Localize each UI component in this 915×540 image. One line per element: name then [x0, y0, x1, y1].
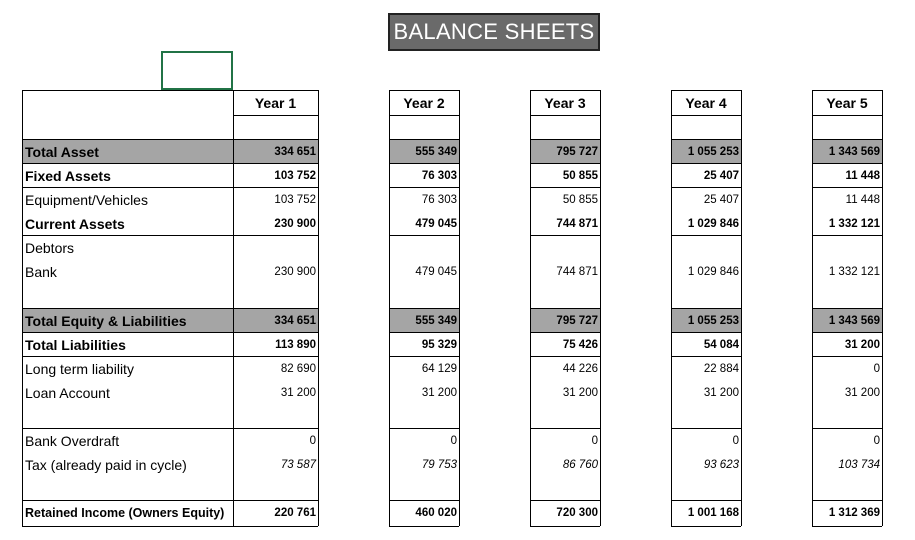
row-label[interactable]: Total Asset [25, 144, 99, 160]
border-bottom-label [22, 526, 233, 527]
row-label[interactable]: Total Equity & Liabilities [25, 313, 187, 329]
cell-value-year-5[interactable]: 103 734 [838, 459, 880, 471]
row-label[interactable]: Retained Income (Owners Equity) [25, 506, 225, 520]
row-separator [22, 139, 233, 140]
cell-value-year-3[interactable]: 50 855 [562, 170, 598, 182]
year-header-1[interactable]: Year 1 [254, 95, 297, 111]
cell-value-year-1[interactable]: 103 752 [274, 170, 316, 182]
border-col-right-2 [459, 90, 460, 526]
cell-value-year-4[interactable]: 1 055 253 [687, 315, 739, 327]
row-separator [389, 235, 459, 236]
cell-value-year-4[interactable]: 1 055 253 [687, 146, 739, 158]
cell-value-year-4[interactable]: 31 200 [703, 387, 739, 399]
cell-value-year-4[interactable]: 0 [732, 435, 739, 447]
row-separator [389, 500, 459, 501]
cell-value-year-5[interactable]: 1 312 369 [828, 507, 880, 519]
row-label[interactable]: Long term liability [25, 361, 134, 377]
selected-cell[interactable] [161, 51, 233, 90]
row-separator [530, 308, 600, 309]
cell-value-year-2[interactable]: 79 753 [421, 459, 457, 471]
row-separator [233, 332, 318, 333]
cell-value-year-1[interactable]: 230 900 [274, 218, 316, 230]
row-separator [530, 428, 600, 429]
row-label[interactable]: Current Assets [25, 216, 125, 232]
row-separator [22, 308, 233, 309]
row-separator [671, 332, 741, 333]
row-separator [22, 428, 233, 429]
cell-value-year-4[interactable]: 1 029 846 [687, 266, 739, 278]
cell-value-year-3[interactable]: 795 727 [556, 146, 598, 158]
year-header-4[interactable]: Year 4 [685, 95, 727, 111]
cell-value-year-2[interactable]: 76 303 [421, 194, 457, 206]
row-separator [22, 163, 233, 164]
row-separator [671, 500, 741, 501]
cell-value-year-3[interactable]: 720 300 [556, 507, 598, 519]
border-header-col-5 [812, 115, 882, 116]
row-separator [671, 187, 741, 188]
border-top-col-2 [389, 90, 459, 91]
cell-value-year-3[interactable] [530, 236, 600, 260]
cell-value-year-5[interactable]: 1 343 569 [828, 146, 880, 158]
cell-value-year-5[interactable]: 0 [873, 363, 880, 375]
cell-value-year-1[interactable]: 31 200 [280, 387, 316, 399]
row-separator [389, 308, 459, 309]
border-bottom-col-1 [233, 526, 318, 527]
border-top-col-4 [671, 90, 741, 91]
cell-value-year-1[interactable]: 73 587 [280, 459, 316, 471]
row-separator [671, 356, 741, 357]
cell-value-year-3[interactable]: 744 871 [556, 218, 598, 230]
border-top-col-3 [530, 90, 600, 91]
row-separator [389, 187, 459, 188]
border-top-label [22, 90, 233, 91]
cell-value-year-2[interactable]: 555 349 [415, 146, 457, 158]
cell-value-year-4[interactable]: 1 001 168 [687, 507, 739, 519]
border-bottom-col-2 [389, 526, 459, 527]
border-bottom-col-3 [530, 526, 600, 527]
border-bottom-col-5 [812, 526, 882, 527]
border-header-col-3 [530, 115, 600, 116]
row-label[interactable]: Total Liabilities [25, 337, 126, 353]
cell-value-year-1[interactable]: 230 900 [274, 266, 316, 278]
cell-value-year-5[interactable]: 31 200 [844, 387, 880, 399]
cell-value-year-2[interactable]: 76 303 [421, 170, 457, 182]
border-col-right-1 [318, 90, 319, 526]
row-separator [233, 308, 318, 309]
cell-value-year-1[interactable]: 113 890 [275, 339, 316, 351]
row-separator [22, 235, 233, 236]
row-separator [671, 235, 741, 236]
cell-value-year-5[interactable]: 11 448 [845, 194, 880, 206]
row-label[interactable]: Equipment/Vehicles [25, 192, 148, 208]
cell-value-year-5[interactable]: 11 448 [845, 170, 880, 182]
row-separator [530, 187, 600, 188]
row-separator [812, 235, 882, 236]
cell-value-year-1[interactable]: 103 752 [274, 194, 316, 206]
border-header-col-2 [389, 115, 459, 116]
cell-value-year-1[interactable] [233, 236, 318, 260]
cell-value-year-5[interactable]: 1 332 121 [828, 266, 880, 278]
cell-value-year-2[interactable]: 479 045 [415, 266, 457, 278]
sheet-title[interactable]: BALANCE SHEETS [388, 13, 600, 51]
row-separator [22, 500, 233, 501]
row-separator [671, 163, 741, 164]
cell-value-year-2[interactable]: 95 329 [421, 339, 457, 351]
cell-value-year-1[interactable]: 82 690 [280, 363, 316, 375]
cell-value-year-3[interactable]: 744 871 [556, 266, 598, 278]
row-separator [233, 163, 318, 164]
row-label[interactable]: Loan Account [25, 385, 110, 401]
cell-value-year-2[interactable] [389, 236, 459, 260]
row-separator [530, 356, 600, 357]
cell-value-year-3[interactable]: 795 727 [556, 315, 598, 327]
row-separator [812, 500, 882, 501]
row-separator [389, 332, 459, 333]
border-top-col-5 [812, 90, 882, 91]
border-header-col-4 [671, 115, 741, 116]
row-separator [22, 356, 233, 357]
border-col-right-3 [600, 90, 601, 526]
row-separator [233, 428, 318, 429]
row-separator [812, 428, 882, 429]
row-separator [812, 139, 882, 140]
cell-value-year-2[interactable]: 555 349 [415, 315, 457, 327]
cell-value-year-5[interactable]: 1 343 569 [828, 315, 880, 327]
row-label[interactable]: Bank [25, 264, 57, 280]
border-col-right-5 [882, 90, 883, 526]
row-separator [812, 163, 882, 164]
row-separator [671, 428, 741, 429]
row-separator [233, 139, 318, 140]
cell-value-year-4[interactable]: 54 084 [703, 339, 739, 351]
row-label[interactable]: Fixed Assets [25, 168, 111, 184]
cell-value-year-3[interactable]: 50 855 [562, 194, 598, 206]
cell-value-year-1[interactable]: 334 651 [274, 146, 316, 158]
cell-value-year-5[interactable]: 31 200 [844, 339, 880, 351]
cell-value-year-5[interactable]: 1 332 121 [828, 218, 880, 230]
year-header-5[interactable]: Year 5 [826, 95, 868, 111]
row-separator [530, 163, 600, 164]
row-label[interactable]: Debtors [25, 240, 75, 256]
row-separator [671, 139, 741, 140]
cell-value-year-3[interactable]: 86 760 [562, 459, 598, 471]
year-header-2[interactable]: Year 2 [403, 95, 445, 111]
cell-value-year-5[interactable] [812, 236, 882, 260]
row-separator [22, 187, 233, 188]
cell-value-year-5[interactable]: 0 [873, 435, 880, 447]
border-top-col-1 [233, 90, 318, 91]
row-separator [233, 235, 318, 236]
row-separator [389, 356, 459, 357]
row-separator [530, 235, 600, 236]
border-header-col-1 [233, 115, 318, 116]
cell-value-year-4[interactable]: 1 029 846 [687, 218, 739, 230]
cell-value-year-2[interactable]: 0 [450, 435, 457, 447]
row-separator [389, 428, 459, 429]
row-separator [530, 332, 600, 333]
row-label[interactable]: Tax (already paid in cycle) [25, 457, 187, 473]
cell-value-year-4[interactable] [671, 236, 741, 260]
border-col-right-4 [741, 90, 742, 526]
cell-value-year-3[interactable]: 44 226 [562, 363, 598, 375]
cell-value-year-4[interactable]: 93 623 [703, 459, 739, 471]
cell-value-year-3[interactable]: 31 200 [562, 387, 598, 399]
row-separator [812, 356, 882, 357]
cell-value-year-2[interactable]: 64 129 [421, 363, 457, 375]
cell-value-year-2[interactable]: 460 020 [415, 507, 457, 519]
year-header-3[interactable]: Year 3 [544, 95, 586, 111]
row-separator [812, 187, 882, 188]
row-separator [530, 500, 600, 501]
cell-value-year-4[interactable]: 25 407 [703, 170, 739, 182]
row-separator [812, 332, 882, 333]
cell-value-year-2[interactable]: 31 200 [421, 387, 457, 399]
row-separator [22, 332, 233, 333]
cell-value-year-3[interactable]: 0 [591, 435, 598, 447]
row-separator [530, 139, 600, 140]
cell-value-year-1[interactable]: 0 [309, 435, 316, 447]
border-bottom-col-4 [671, 526, 741, 527]
row-separator [812, 308, 882, 309]
cell-value-year-1[interactable]: 220 761 [274, 507, 316, 519]
row-separator [233, 500, 318, 501]
cell-value-year-1[interactable]: 334 651 [274, 315, 316, 327]
cell-value-year-4[interactable]: 22 884 [703, 363, 739, 375]
cell-value-year-2[interactable]: 479 045 [415, 218, 457, 230]
row-separator [233, 187, 318, 188]
row-label[interactable]: Bank Overdraft [25, 433, 120, 449]
row-separator [671, 308, 741, 309]
cell-value-year-4[interactable]: 25 407 [703, 194, 739, 206]
row-separator [233, 356, 318, 357]
row-separator [389, 139, 459, 140]
cell-value-year-3[interactable]: 75 426 [562, 339, 598, 351]
row-separator [389, 163, 459, 164]
